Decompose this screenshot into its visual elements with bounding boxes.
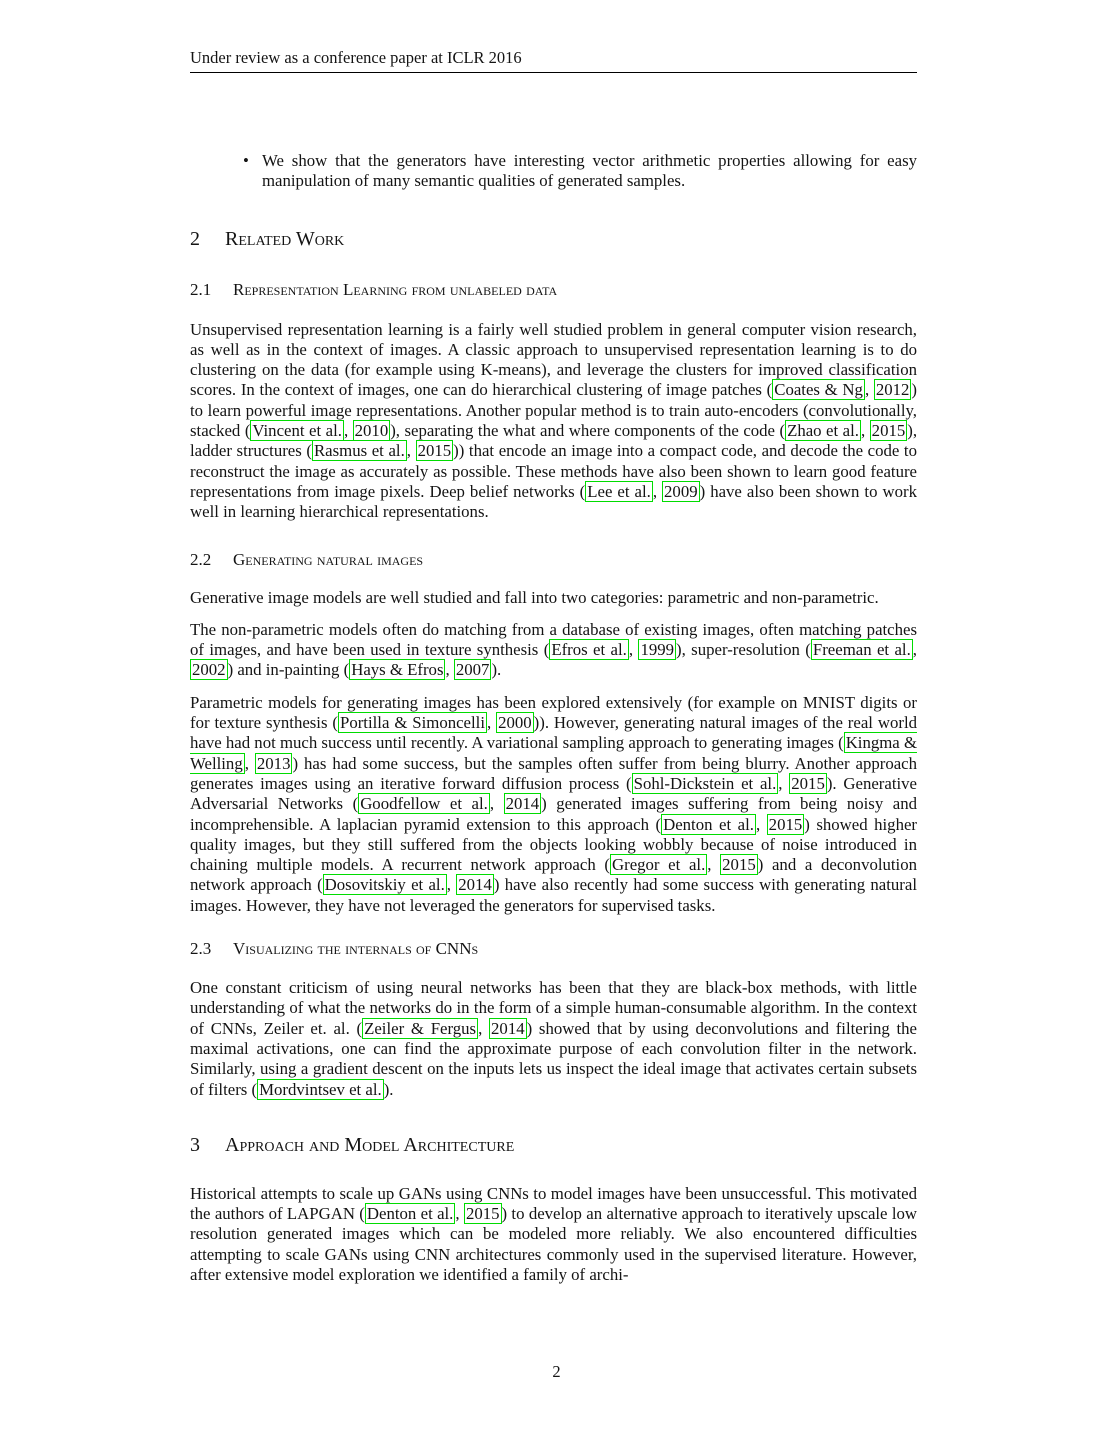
citation-link[interactable]: Lee et al. <box>587 481 651 501</box>
citation-link[interactable]: 2012 <box>875 380 910 400</box>
citation-link[interactable]: 2000 <box>498 713 532 733</box>
section-title: Approach and Model Architecture <box>225 1133 515 1156</box>
citation-link[interactable]: 2010 <box>354 421 389 441</box>
citation-link[interactable]: Vincent et al. <box>252 421 342 441</box>
citation-link[interactable]: Sohl-Dickstein et al. <box>633 773 777 793</box>
citation-link[interactable]: Zeiler & Fergus <box>364 1018 477 1038</box>
paragraph-2-1-a: Unsupervised representation learning is a fairly well studied problem in general computer vision research, as well as in the context of images. A classic approach to unsupervised representation learning is to do clustering on the data (for example using K-means), and leverage the clusters for improved classification scores. In the context of images, one can do hierarchical clustering of image patches ( Coates & Ng , 2012 ) to learn powerful image representations. Another popular method is to train auto-encoders (convolutionally, stacked ( Vincent et al. , 2010 ), separating the what and where components of the code ( Zhao et al. , 2015 ), ladder structures ( Rasmus et al. , 2015 )) that encode an image into a compact code, and decode the code to reconstruct the image as accurately as possible. These methods have also been shown to learn good feature representations from image pixels. Deep belief networks ( Lee et al. , 2009 ) have also been shown to work well in learning hierarchical representations. <box>190 319 918 522</box>
citation-link[interactable]: Denton et al. <box>663 814 754 834</box>
citation-link[interactable]: 2013 <box>256 753 291 773</box>
paragraph-2-2-b: The non-parametric models often do matching from a database of existing images, often matching patches of images, and have been used in texture synthesis ( Efros et al. , 1999 ), super-resolution ( Freeman et al. , 2002 ) and in-painting ( Hays & Efros , 2007 ). <box>190 619 917 680</box>
citation-link[interactable]: Coates & Ng <box>774 380 863 400</box>
subsection-number: 2.3 <box>190 939 212 959</box>
citation-link[interactable]: 2015 <box>871 421 906 441</box>
citation-link[interactable]: Denton et al. <box>366 1204 454 1224</box>
section-number: 2 <box>190 227 200 250</box>
header-rule <box>190 72 917 73</box>
subsection-2-1-heading <box>190 280 917 300</box>
section-number: 3 <box>190 1133 200 1156</box>
section-2-heading <box>190 228 917 251</box>
citation-link[interactable]: Kingma & Welling <box>190 733 918 773</box>
citation-link[interactable]: Gregor et al. <box>611 855 706 875</box>
citation-link[interactable]: 2015 <box>417 441 452 461</box>
subsection-title: Visualizing the internals of CNNs <box>233 939 479 959</box>
bullet-item: • We show that the generators have interesting vector arithmetic properties allowing for easy manipulation of many semantic qualities of generated samples. <box>190 151 917 192</box>
paragraph-2-3-a: One constant criticism of using neural networks has been that they are black-box methods, with little understanding of what the networks do in the form of a simple human-consumable algorithm. In the context of CNNs, Zeiler et. al. ( Zeiler & Fergus , 2014 ) showed that by using deconvolutions and filtering the maximal activations, one can find the approximate purpose of each convolution filter in the network. Similarly, using a gradient descent on the inputs lets us inspect the ideal image that activates certain subsets of filters ( Mordvintsev et al. ). <box>190 978 918 1099</box>
citation-link[interactable]: Efros et al. <box>551 640 627 660</box>
citation-link[interactable]: 2002 <box>192 660 226 680</box>
citation-link[interactable]: 2015 <box>722 855 756 875</box>
section-3-heading <box>190 1134 917 1157</box>
page-footer <box>0 1362 1113 1382</box>
section-title: Related Work <box>225 227 345 250</box>
citation-link[interactable]: 2014 <box>458 875 492 895</box>
citation-link[interactable]: 2015 <box>465 1204 500 1224</box>
subsection-number: 2.1 <box>190 279 212 299</box>
paragraph-3-a: Historical attempts to scale up GANs using CNNs to model images have been unsuccessful. This motivated the authors of LAPGAN ( Denton et al. , 2015 ) to develop an alternative approach to iteratively upscale low resolution generated images which can be modeled more reliably. We also encountered difficulties attempting to scale GANs using CNN architectures commonly used in the supervised literature. However, after extensive model exploration we identified a family of archi- <box>190 1183 918 1284</box>
contributions-list <box>190 151 917 192</box>
citation-link[interactable]: 1999 <box>640 640 675 660</box>
running-head: Under review as a conference paper at ICLR 2016 <box>190 48 522 67</box>
citation-link[interactable]: 2009 <box>664 481 698 501</box>
citation-link[interactable]: Goodfellow et al. <box>360 794 488 814</box>
page-header <box>190 48 917 73</box>
citation-link[interactable]: 2015 <box>768 814 803 834</box>
subsection-2-2-heading <box>190 550 917 570</box>
citation-link[interactable]: Freeman et al. <box>812 640 911 660</box>
citation-link[interactable]: Dosovitskiy et al. <box>324 875 445 895</box>
citation-link[interactable]: 2014 <box>491 1018 525 1038</box>
citation-link[interactable]: 2015 <box>791 773 825 793</box>
page-number: 2 <box>552 1362 561 1381</box>
citation-link[interactable]: Zhao et al. <box>787 421 859 441</box>
citation-link[interactable]: 2014 <box>505 794 540 814</box>
citation-link[interactable]: Portilla & Simoncelli <box>340 713 485 733</box>
subsection-title: Generating natural images <box>233 549 424 569</box>
citation-link[interactable]: 2007 <box>455 660 490 680</box>
citation-link[interactable]: Hays & Efros <box>351 660 444 680</box>
subsection-title: Representation Learning from unlabeled data <box>233 279 558 299</box>
paragraph-2-2-a: Generative image models are well studied and fall into two categories: parametric and non-parametric. <box>190 587 879 607</box>
subsection-number: 2.2 <box>190 549 212 569</box>
paper-body <box>190 151 917 1285</box>
citation-link[interactable]: Mordvintsev et al. <box>259 1079 382 1099</box>
paragraph-2-2-c: Parametric models for generating images has been explored extensively (for example on MNIST digits or for texture synthesis ( Portilla & Simoncelli , 2000 )). However, generating natural images of the real world have had not much success until recently. A variational sampling approach to generating images ( Kingma & Welling , 2013 ) has had some success, but the samples often suffer from being blurry. Another approach generates images using an iterative forward diffusion process ( Sohl-Dickstein et al. , 2015 ). Generative Adversarial Networks ( Goodfellow et al. , 2014 ) generated images suffering from being noisy and incomprehensible. A laplacian pyramid extension to this approach ( Denton et al. , 2015 ) showed higher quality images, but they still suffered from the objects looking wobbly because of noise introduced in chaining multiple models. A recurrent network approach ( Gregor et al. , 2015 ) and a deconvolution network approach ( Dosovitskiy et al. , 2014 ) have also recently had some success with generating natural images. However, they have not leveraged the generators for supervised tasks. <box>190 692 918 915</box>
citation-link[interactable]: Rasmus et al. <box>313 441 405 461</box>
subsection-2-3-heading <box>190 939 917 959</box>
